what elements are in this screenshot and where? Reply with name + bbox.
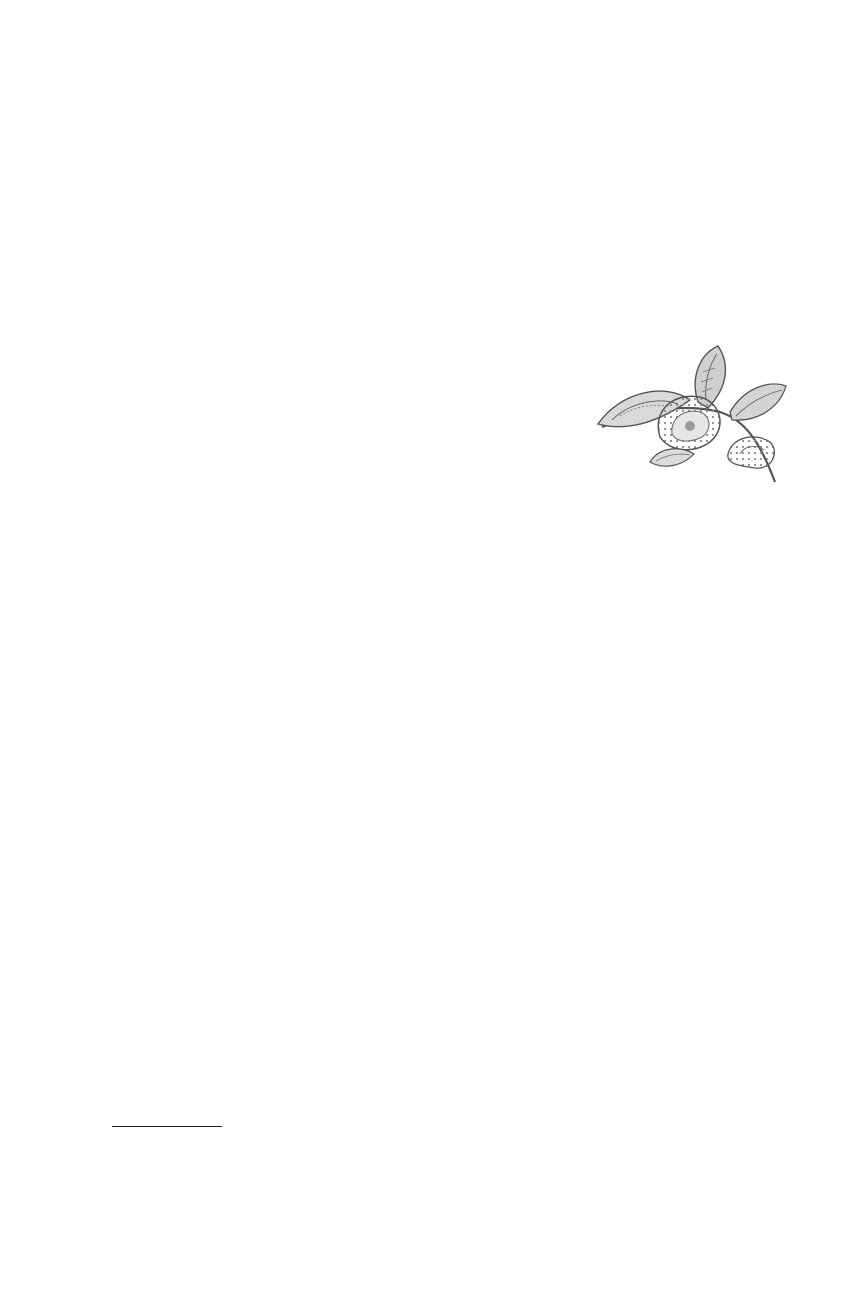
- body-line: [112, 1058, 774, 1088]
- body-line: [112, 968, 774, 998]
- body-line: [112, 578, 774, 608]
- footnote-divider: [112, 1126, 222, 1127]
- body-line: [112, 608, 774, 638]
- chapter-body: [112, 488, 774, 1118]
- paisley-ornament-icon: [590, 342, 790, 487]
- body-line: [112, 1088, 774, 1118]
- body-line: [112, 908, 774, 938]
- body-line: [112, 488, 774, 518]
- body-line: [112, 758, 774, 788]
- body-line: [112, 878, 774, 908]
- body-line: [112, 548, 774, 578]
- body-line: [112, 788, 774, 818]
- body-line: [112, 818, 774, 848]
- body-line: [112, 698, 774, 728]
- body-line: [112, 1028, 774, 1058]
- body-line: [112, 668, 774, 698]
- body-line: [112, 998, 774, 1028]
- body-line: [112, 518, 774, 548]
- body-line: [112, 848, 774, 878]
- body-line: [112, 728, 774, 758]
- body-line: [112, 638, 774, 668]
- body-line: [112, 938, 774, 968]
